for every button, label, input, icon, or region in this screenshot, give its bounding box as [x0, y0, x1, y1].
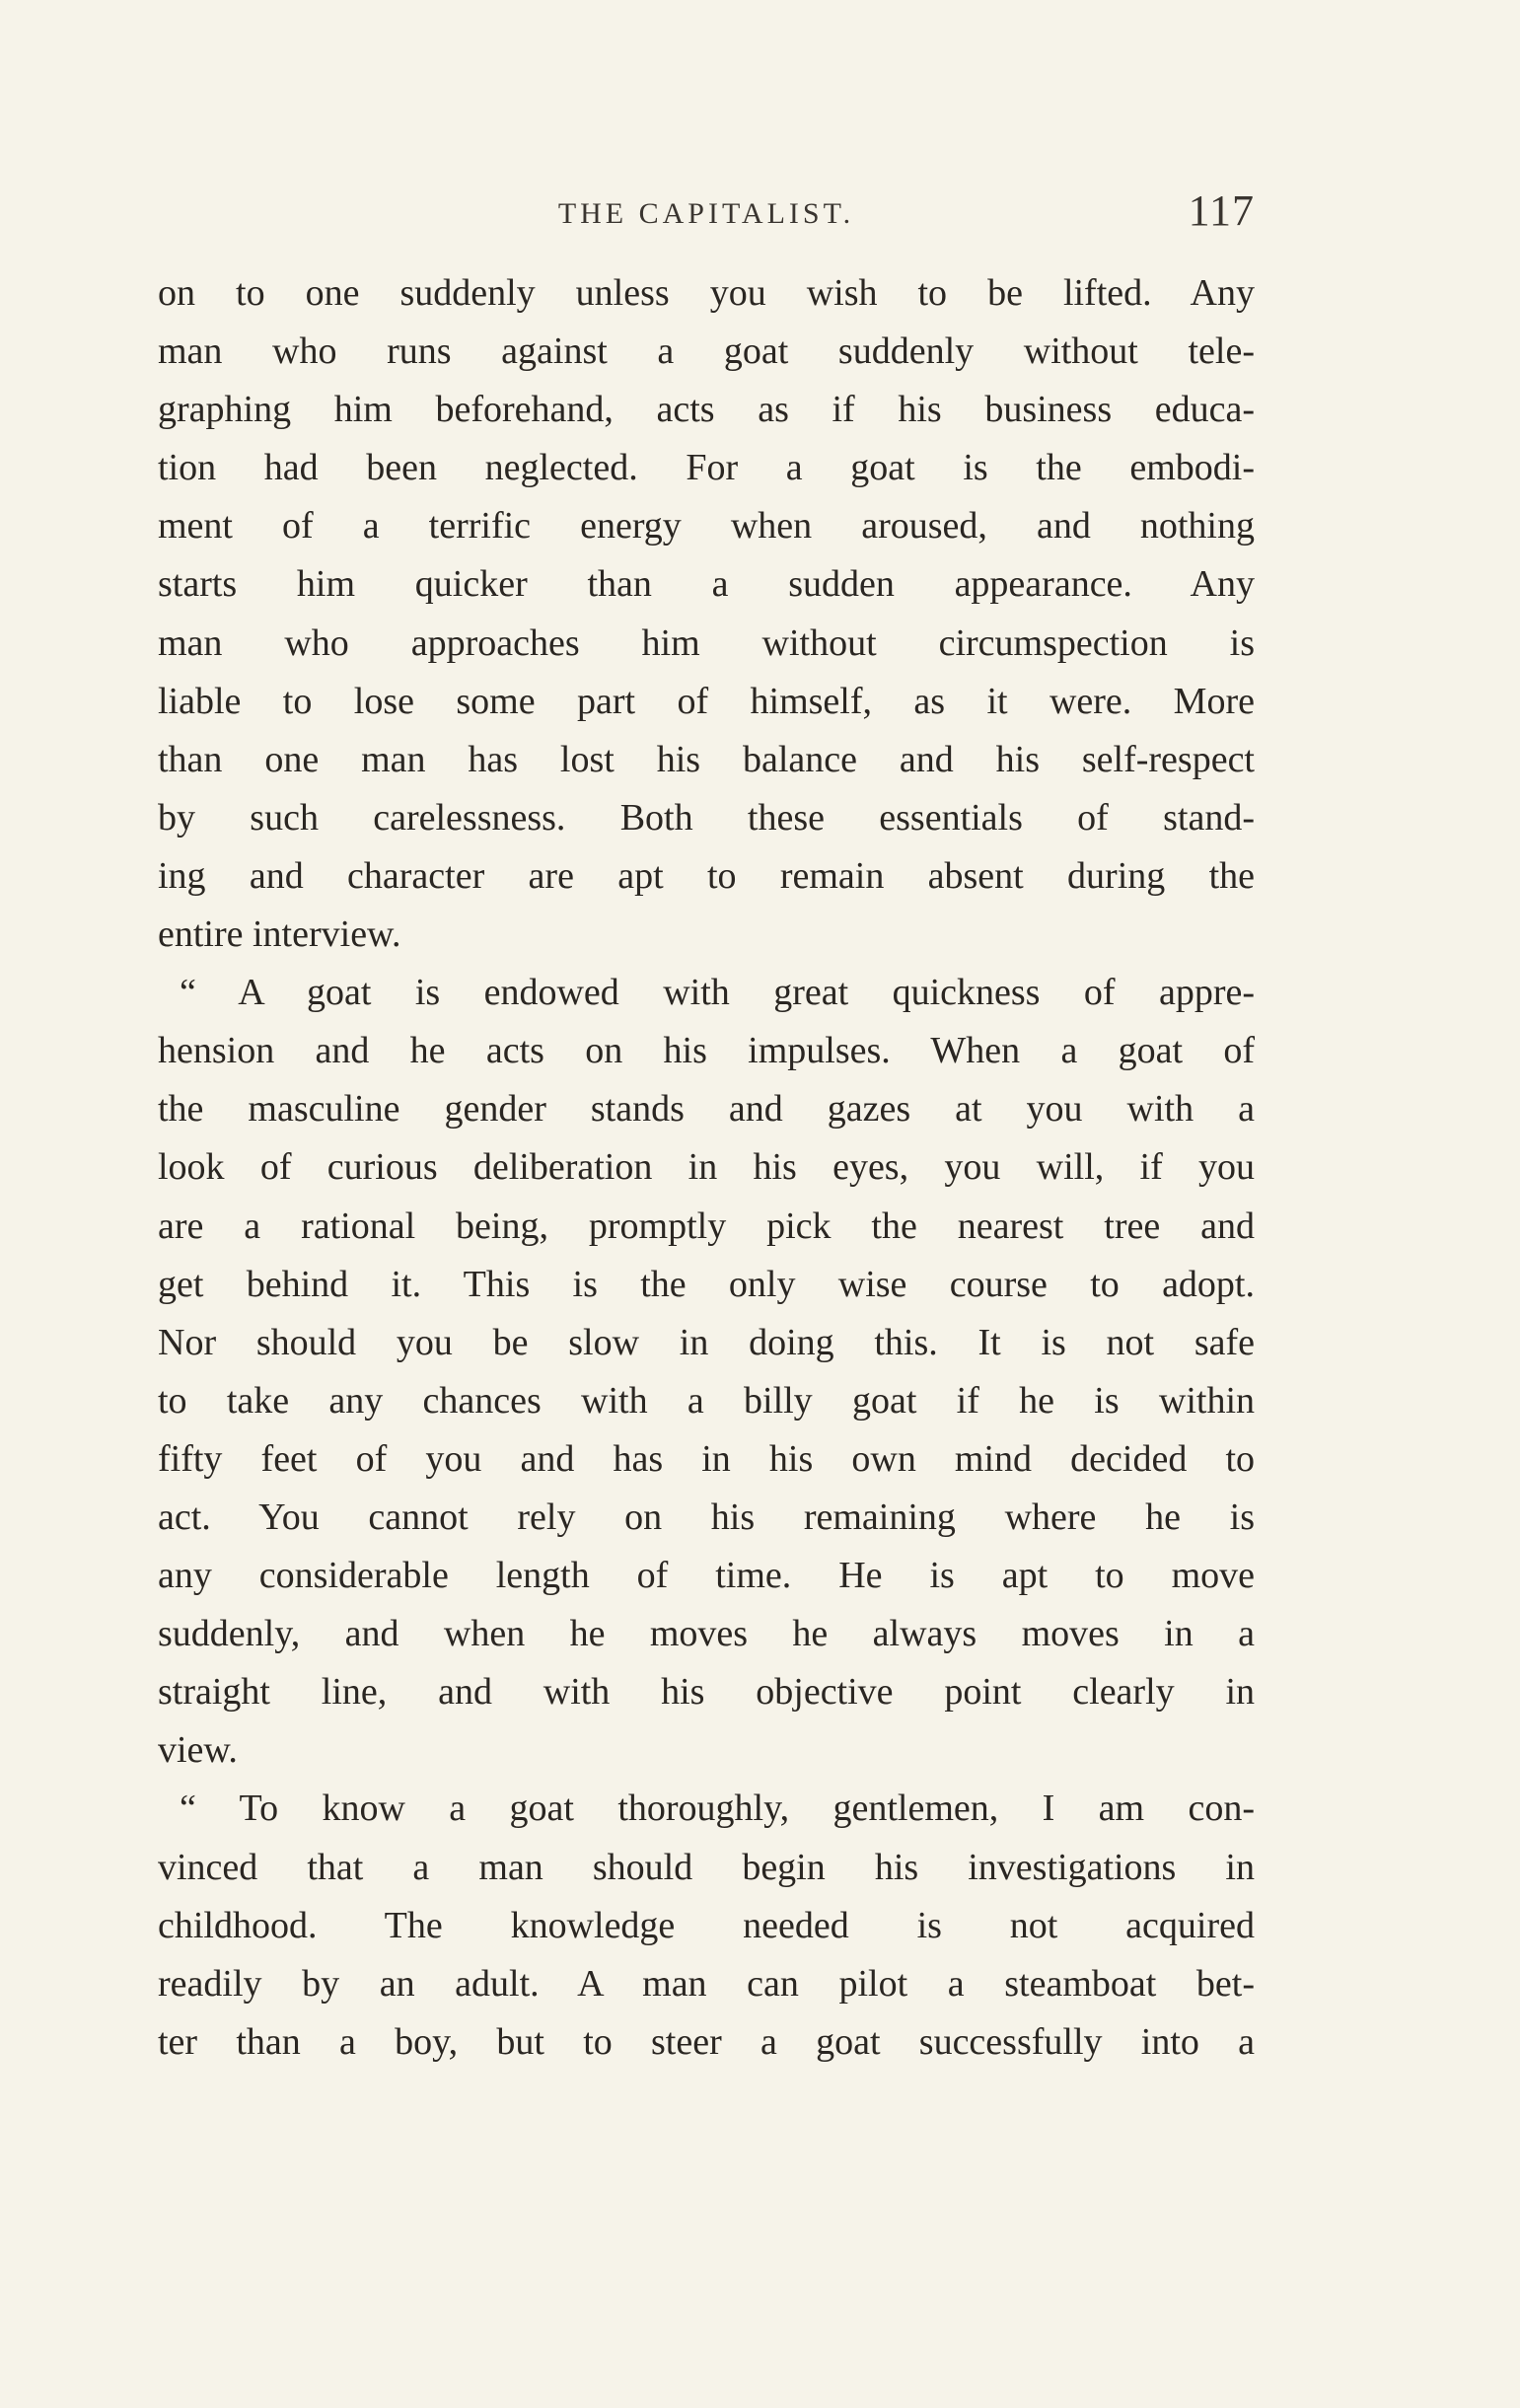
text-line: suddenly, and when he moves he always moves in a [158, 1613, 1255, 1655]
text-line: ter than a boy, but to steer a goat successfully into a [158, 2020, 1255, 2063]
page-number: 117 [1188, 186, 1255, 235]
text-line: man who approaches him without circumspection is [158, 621, 1255, 664]
paragraph-start-line: “ A goat is endowed with great quickness of appre- [180, 972, 1255, 1014]
running-head [158, 180, 1255, 249]
text-line: get behind it. This is the only wise course to adopt. [158, 1263, 1255, 1305]
text-line: look of curious deliberation in his eyes, you will, if you [158, 1146, 1255, 1189]
text-line: by such carelessness. Both these essentials of stand- [158, 796, 1255, 839]
text-line: liable to lose some part of himself, as it were. More [158, 680, 1255, 722]
text-line: graphing him beforehand, acts as if his business educa- [158, 389, 1255, 431]
text-line: fifty feet of you and has in his own mind decided to [158, 1437, 1255, 1480]
text-line: entire interview. [158, 913, 401, 956]
text-line: tion had been neglected. For a goat is the embodi- [158, 447, 1255, 489]
text-line: starts him quicker than a sudden appearance. Any [158, 563, 1255, 606]
text-line: on to one suddenly unless you wish to be lifted. Any [158, 272, 1255, 314]
text-line: ing and character are apt to remain absent during the [158, 854, 1255, 897]
text-line: act. You cannot rely on his remaining where he is [158, 1496, 1255, 1538]
text-line: straight line, and with his objective point clearly in [158, 1671, 1255, 1714]
text-line: readily by an adult. A man can pilot a steamboat bet- [158, 1962, 1255, 2005]
text-line: childhood. The knowledge needed is not acquired [158, 1904, 1255, 1946]
text-line: than one man has lost his balance and his self-respect [158, 738, 1255, 780]
paragraph-start-line: “ To know a goat thoroughly, gentlemen, I am con- [180, 1788, 1255, 1830]
text-line: any considerable length of time. He is apt to move [158, 1555, 1255, 1597]
text-line: vinced that a man should begin his investigations in [158, 1846, 1255, 1888]
text-line: to take any chances with a billy goat if he is within [158, 1379, 1255, 1422]
text-line: ment of a terrific energy when aroused, and nothing [158, 505, 1255, 547]
text-line: the masculine gender stands and gazes at you with a [158, 1088, 1255, 1131]
body-text [158, 264, 1255, 2072]
text-line: are a rational being, promptly pick the nearest tree and [158, 1204, 1255, 1247]
running-title: THE CAPITALIST. [557, 197, 855, 230]
text-line: Nor should you be slow in doing this. It is not safe [158, 1321, 1255, 1363]
text-line: man who runs against a goat suddenly without tele- [158, 330, 1255, 373]
text-line: view. [158, 1729, 238, 1772]
text-line: hension and he acts on his impulses. When a goat of [158, 1030, 1255, 1072]
